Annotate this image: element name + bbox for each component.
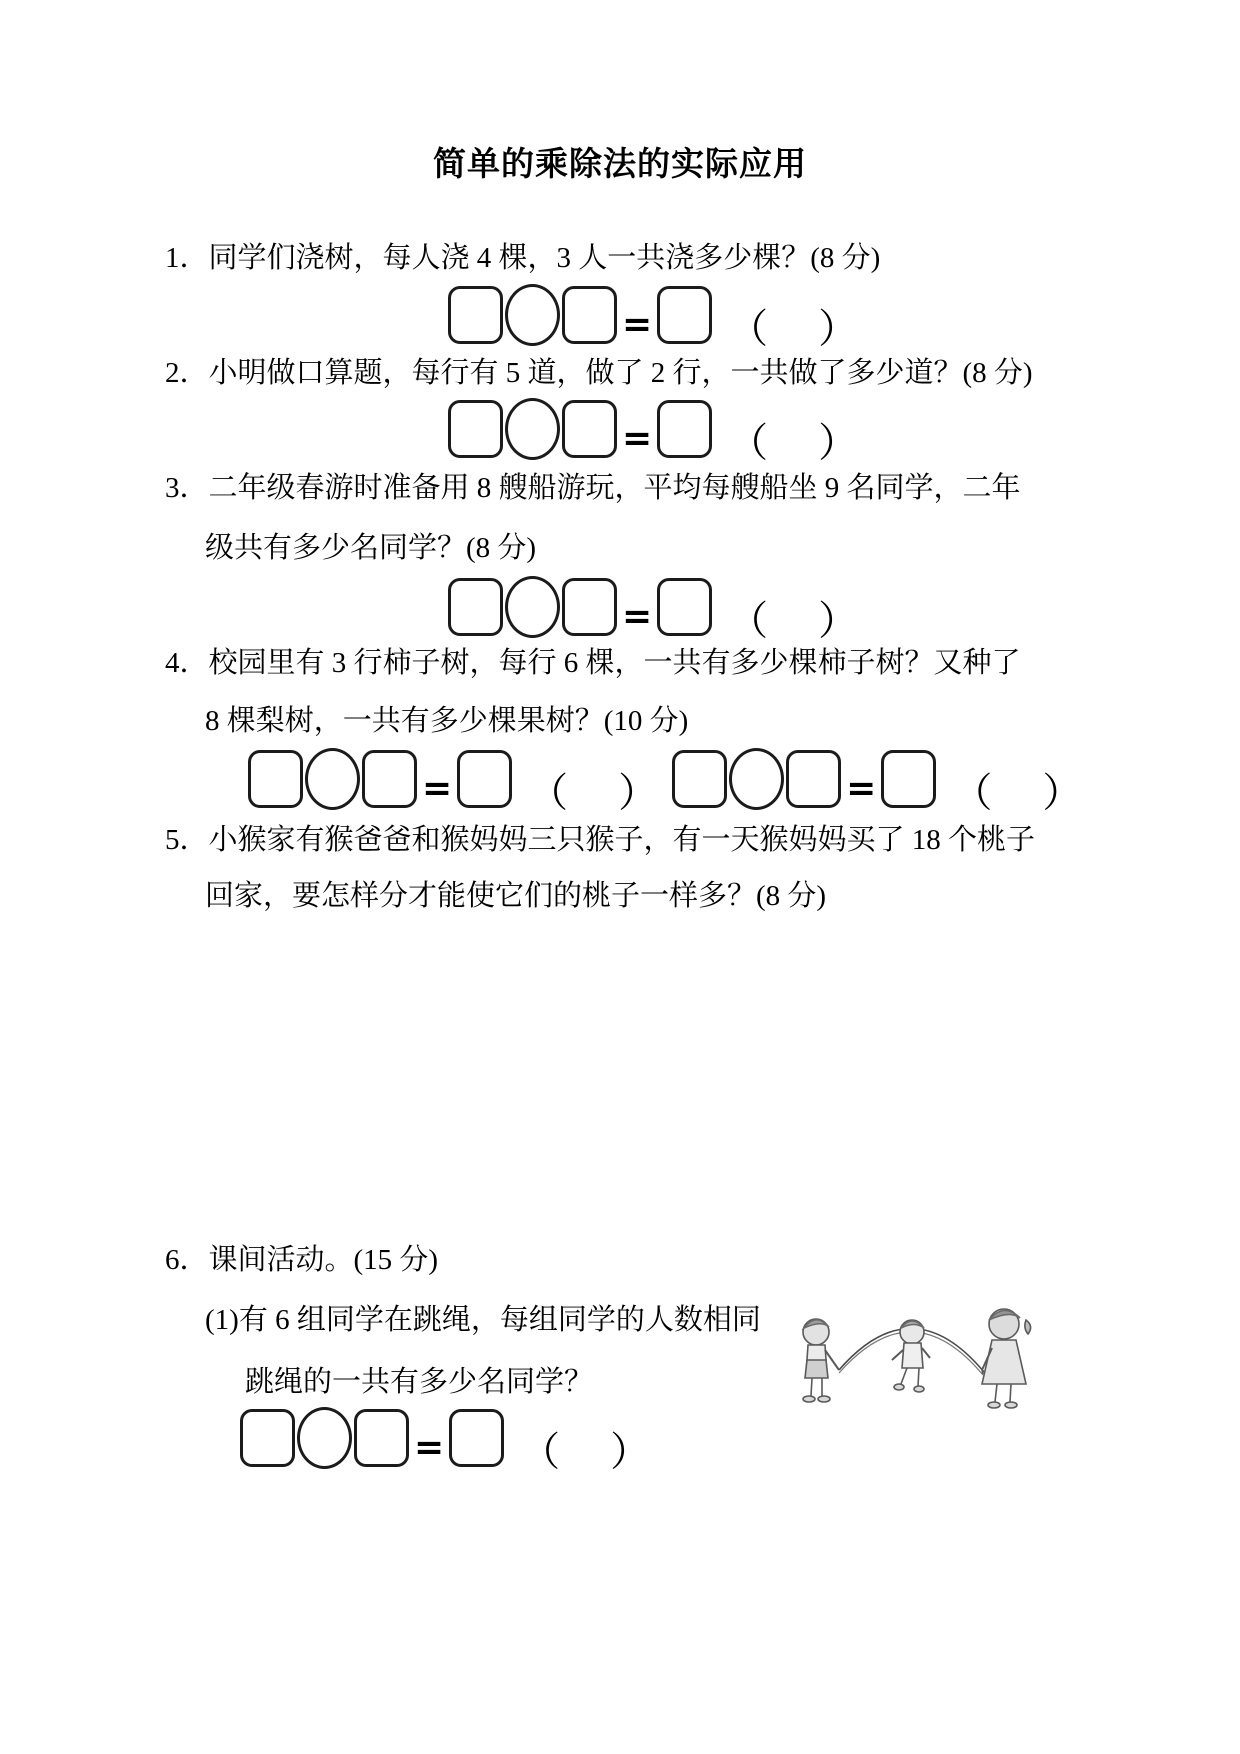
- question-4-number: 4．: [165, 647, 209, 679]
- question-2-line-1: [165, 355, 1033, 391]
- question-1-line-1: [165, 240, 880, 276]
- result-box[interactable]: [449, 1409, 504, 1467]
- operator-circle[interactable]: [505, 284, 560, 346]
- equals-sign: =: [622, 417, 653, 459]
- operator-circle[interactable]: [297, 1407, 352, 1469]
- child-left: [803, 1319, 839, 1402]
- question-1-number: 1．: [165, 242, 209, 274]
- answer-box[interactable]: [562, 400, 617, 458]
- answer-box[interactable]: [354, 1409, 409, 1467]
- equals-sign: =: [622, 303, 653, 345]
- question-4-text: 校园里有 3 行柿子树，每行 6 棵，一共有多少棵柿子树？又种了: [208, 647, 1021, 679]
- operator-circle[interactable]: [729, 748, 784, 810]
- unit-parens[interactable]: （ ）: [952, 769, 1083, 815]
- result-box[interactable]: [457, 750, 512, 808]
- answer-box[interactable]: [672, 750, 727, 808]
- question-6-line-1: [165, 1242, 438, 1278]
- equation-row-q6: [240, 1406, 651, 1474]
- answer-box[interactable]: [448, 578, 503, 636]
- equals-sign: =: [414, 1426, 445, 1468]
- page-title: 简单的乘除法的实际应用: [433, 145, 807, 182]
- unit-parens[interactable]: （ ）: [728, 305, 859, 351]
- operator-circle[interactable]: [305, 748, 360, 810]
- question-2-text: 小明做口算题，每行有 5 道，做了 2 行，一共做了多少道？(8 分): [208, 357, 1033, 389]
- unit-parens[interactable]: （ ）: [728, 419, 859, 465]
- result-box[interactable]: [657, 286, 712, 344]
- answer-box[interactable]: [448, 286, 503, 344]
- answer-box[interactable]: [448, 400, 503, 458]
- question-4-line-2: 8 棵梨树，一共有多少棵果树？(10 分): [205, 705, 689, 737]
- equals-sign: =: [622, 595, 653, 637]
- equals-sign: =: [846, 767, 877, 809]
- child-right: [982, 1309, 1031, 1408]
- question-3-text: 二年级春游时准备用 8 艘船游玩，平均每艘船坐 9 名同学，二年: [208, 472, 1021, 504]
- answer-box[interactable]: [362, 750, 417, 808]
- equation-row-q2: [448, 397, 859, 465]
- jump-rope-illustration: [782, 1290, 1050, 1440]
- answer-box[interactable]: [562, 286, 617, 344]
- question-3-line-2: 级共有多少名同学？(8 分): [205, 532, 537, 564]
- question-5-line-2: 回家，要怎样分才能使它们的桃子一样多？(8 分): [205, 880, 827, 912]
- question-6-number: 6．: [165, 1244, 209, 1276]
- answer-box[interactable]: [248, 750, 303, 808]
- equals-sign: =: [422, 767, 453, 809]
- question-3-number: 3．: [165, 472, 209, 504]
- result-box[interactable]: [881, 750, 936, 808]
- operator-circle[interactable]: [505, 576, 560, 638]
- answer-box[interactable]: [786, 750, 841, 808]
- question-4-line-1: [165, 645, 1021, 681]
- answer-box[interactable]: [240, 1409, 295, 1467]
- question-1-text: 同学们浇树，每人浇 4 棵，3 人一共浇多少棵？(8 分): [208, 242, 881, 274]
- question-3-line-1: [165, 470, 1021, 506]
- question-6-sub-1: (1)有 6 组同学在跳绳，每组同学的人数相同: [205, 1304, 761, 1336]
- equation-row-q1: [448, 283, 859, 351]
- question-5-text: 小猴家有猴爸爸和猴妈妈三只猴子，有一天猴妈妈买了 18 个桃子: [208, 824, 1036, 856]
- question-6-text: 课间活动。(15 分): [208, 1244, 439, 1276]
- equation-row-q3: [448, 575, 859, 643]
- unit-parens[interactable]: （ ）: [728, 597, 859, 643]
- question-6-sub-2: 跳绳的一共有多少名同学？: [245, 1366, 594, 1398]
- question-5-number: 5．: [165, 824, 209, 856]
- equation-row-q4: [248, 747, 1083, 815]
- child-middle: [892, 1320, 930, 1392]
- unit-parens[interactable]: （ ）: [520, 1428, 651, 1474]
- unit-parens[interactable]: （ ）: [528, 769, 659, 815]
- question-5-line-1: [165, 822, 1035, 858]
- result-box[interactable]: [657, 400, 712, 458]
- answer-box[interactable]: [562, 578, 617, 636]
- question-2-number: 2．: [165, 357, 209, 389]
- operator-circle[interactable]: [505, 398, 560, 460]
- result-box[interactable]: [657, 578, 712, 636]
